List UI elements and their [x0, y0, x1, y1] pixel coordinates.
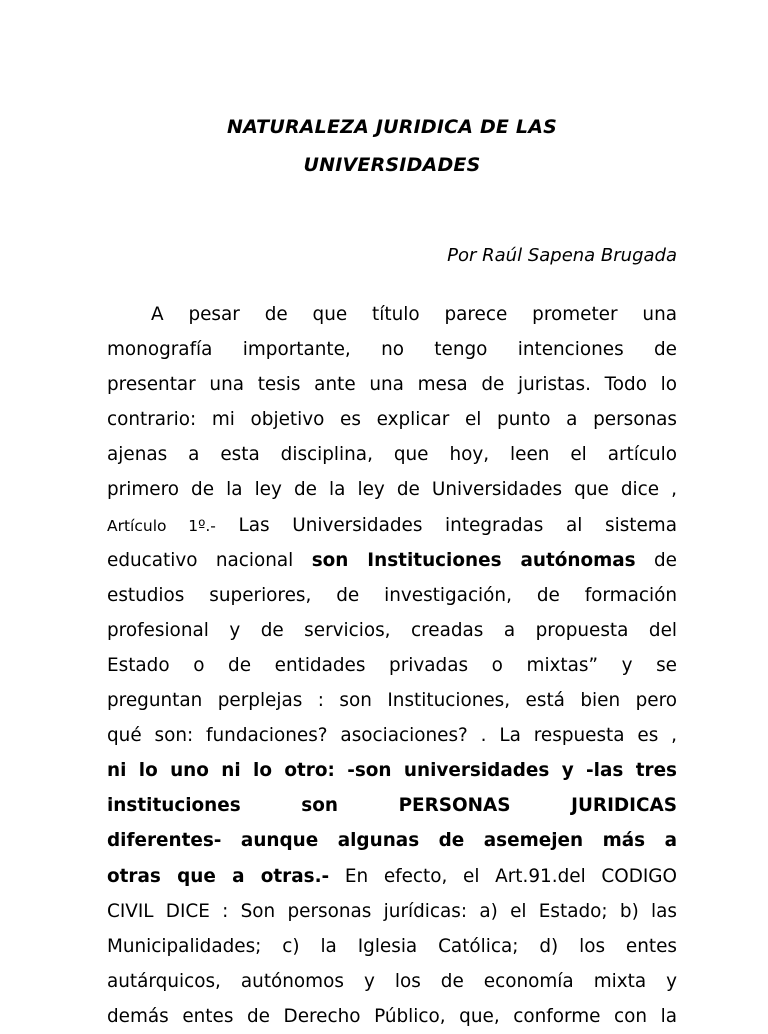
text-segment: demás entes de Derecho Público, que, conforme con la — [107, 1005, 677, 1027]
text-segment: de — [635, 549, 677, 571]
text-line — [107, 508, 677, 543]
text-segment: A pesar de que título parece prometer una — [151, 304, 677, 325]
text-line — [107, 297, 677, 332]
text-segment: estudios superiores, de investigación, de formación — [107, 584, 677, 606]
author-byline: Por Raúl Sapena Brugada — [447, 245, 677, 266]
text-segment: preguntan perplejas : son Instituciones, está bien pero — [107, 690, 677, 712]
text-segment: Municipalidades; c) la Iglesia Católica; d) los entes — [107, 935, 677, 957]
text-line — [107, 999, 677, 1034]
text-line — [107, 823, 677, 858]
text-segment: monografía importante, no tengo intenciones de — [107, 339, 677, 361]
body-paragraph — [107, 297, 677, 1034]
text-line — [107, 683, 677, 718]
text-line — [107, 437, 677, 472]
text-line — [107, 894, 677, 929]
text-line — [107, 788, 677, 823]
title-line-1: NATURALEZA JURIDICA DE LAS — [226, 116, 558, 138]
text-line — [107, 753, 677, 788]
text-segment: En efecto, el Art.91.del CODIGO — [329, 865, 678, 887]
text-segment: Estado o de entidades privadas o mixtas” y se — [107, 654, 677, 676]
text-line — [107, 718, 677, 753]
text-segment: qué son: fundaciones? asociaciones? . La respuesta es , — [107, 725, 677, 747]
bold-text-segment: otras que a otras.- — [107, 865, 330, 887]
bold-text-segment: ni lo uno ni lo otro: -son universidades y -las tres — [107, 760, 677, 782]
text-segment: educativo nacional — [107, 549, 312, 571]
text-line — [107, 543, 677, 578]
text-segment: contrario: mi objetivo es explicar el punto a personas — [107, 409, 677, 431]
title-line-2: UNIVERSIDADES — [303, 154, 481, 176]
text-line — [107, 402, 677, 437]
text-segment: presentar una tesis ante una mesa de juristas. Todo lo — [107, 374, 677, 396]
text-line — [107, 648, 677, 683]
text-line — [107, 613, 677, 648]
text-line — [107, 929, 677, 964]
text-line — [107, 332, 677, 367]
document-title — [107, 108, 677, 184]
text-segment: primero de la ley de la ley de Universidades que dice , — [107, 479, 677, 501]
bold-text-segment: instituciones son PERSONAS JURIDICAS — [107, 795, 677, 817]
text-segment: Las Universidades integradas al sistema — [215, 514, 677, 536]
text-line — [107, 367, 677, 402]
text-line — [107, 578, 677, 613]
text-segment: CIVIL DICE : Son personas jurídicas: a) el Estado; b) las — [107, 900, 677, 922]
text-segment: Artículo 1º.- — [107, 516, 216, 535]
text-line — [107, 472, 677, 507]
bold-text-segment: diferentes- aunque algunas de asemejen más a — [107, 830, 677, 852]
text-segment: profesional y de servicios, creadas a propuesta del — [107, 619, 677, 641]
text-line — [107, 964, 677, 999]
text-segment: autárquicos, autónomos y los de economía mixta y — [107, 970, 677, 992]
text-line — [107, 859, 677, 894]
bold-text-segment: son Instituciones autónomas — [311, 549, 636, 571]
text-segment: ajenas a esta disciplina, que hoy, leen el artículo — [107, 444, 677, 466]
